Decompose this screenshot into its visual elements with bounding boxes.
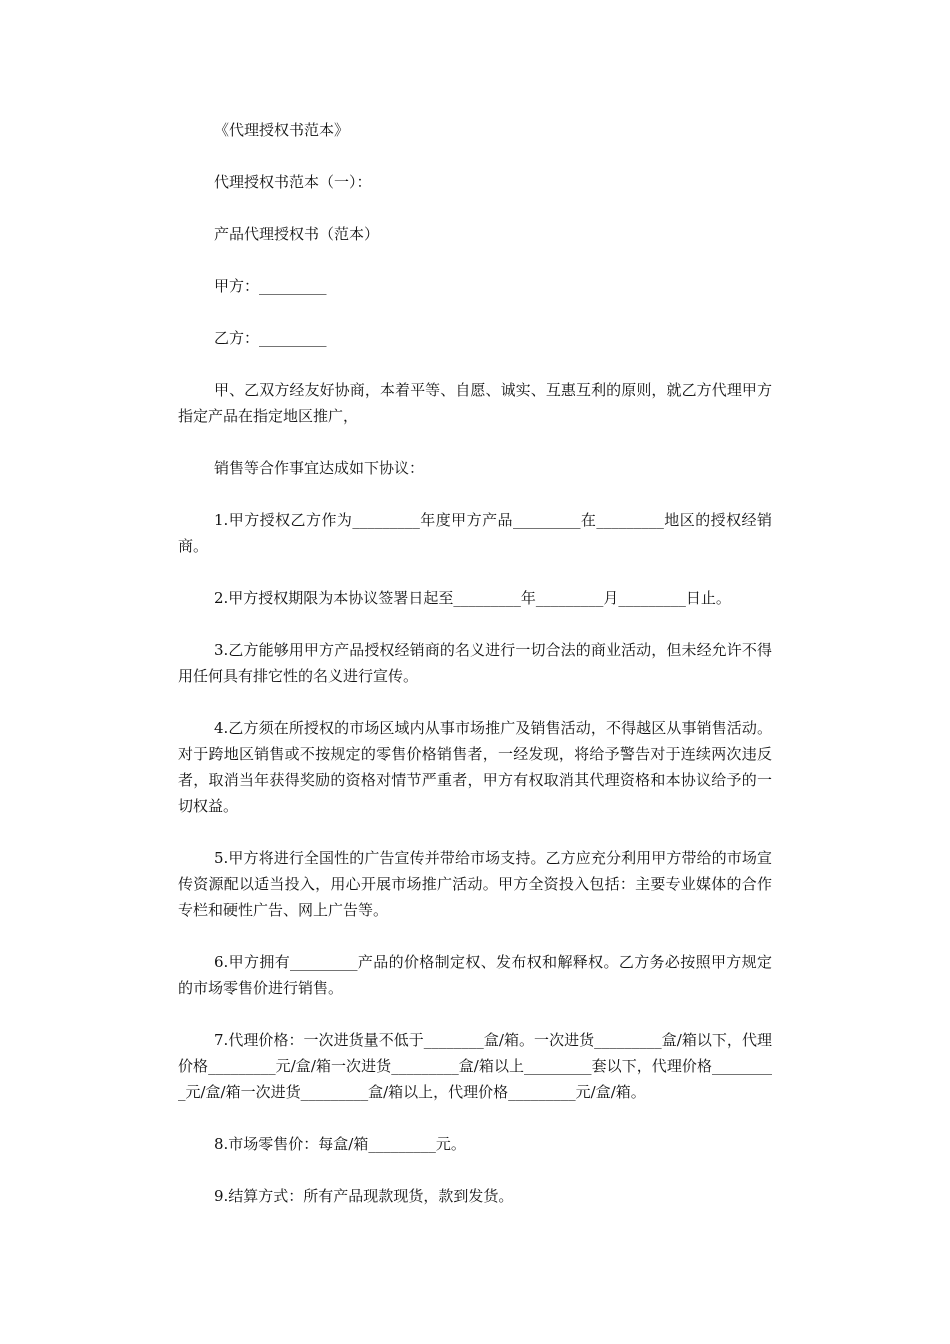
clause-9: 9.结算方式：所有产品现款现货，款到发货。 (214, 1187, 514, 1205)
document-body (178, 117, 772, 1235)
document-title: 《代理授权书范本》 (214, 121, 350, 139)
section-heading: 代理授权书范本（一）： (214, 173, 372, 191)
clause-7: 7.代理价格：一次进货量不低于________盒/箱。一次进货_________盒/箱以下，代理价格_________元/盒/箱一次进货_________盒/箱以上_________套以下，代理价格_________元/盒/箱一次进货_________盒/箱以上，代理价格_________元/盒/箱。 (178, 1031, 772, 1101)
clause-8: 8.市场零售价：每盒/箱_________元。 (214, 1135, 466, 1153)
contract-title: 产品代理授权书（范本） (214, 225, 380, 243)
agreement-intro: 销售等合作事宜达成如下协议： (214, 459, 425, 477)
party-a-line: 甲方：_________ (214, 277, 327, 295)
clause-5: 5.甲方将进行全国性的广告宣传并带给市场支持。乙方应充分利用甲方带给的市场宣传资源配以适当投入，用心开展市场推广活动。甲方全资投入包括：主要专业媒体的合作专栏和硬性广告、网上广告等。 (178, 849, 772, 919)
clause-6: 6.甲方拥有_________产品的价格制定权、发布权和解释权。乙方务必按照甲方规定的市场零售价进行销售。 (178, 953, 772, 997)
clause-3: 3.乙方能够用甲方产品授权经销商的名义进行一切合法的商业活动，但未经允许不得用任何具有排它性的名义进行宣传。 (178, 641, 772, 685)
party-b-line: 乙方：_________ (214, 329, 327, 347)
clause-4: 4.乙方须在所授权的市场区域内从事市场推广及销售活动，不得越区从事销售活动。对于跨地区销售或不按规定的零售价格销售者，一经发现，将给予警告对于连续两次违反者，取消当年获得奖励的资格对情节严重者，甲方有权取消其代理资格和本协议给予的一切权益。 (178, 719, 772, 815)
clause-1: 1.甲方授权乙方作为_________年度甲方产品_________在_________地区的授权经销商。 (178, 511, 772, 555)
clause-2: 2.甲方授权期限为本协议签署日起至_________年_________月_________日止。 (214, 589, 731, 607)
preamble-paragraph: 甲、乙双方经友好协商，本着平等、自愿、诚实、互惠互利的原则，就乙方代理甲方指定产品在指定地区推广， (178, 381, 772, 425)
